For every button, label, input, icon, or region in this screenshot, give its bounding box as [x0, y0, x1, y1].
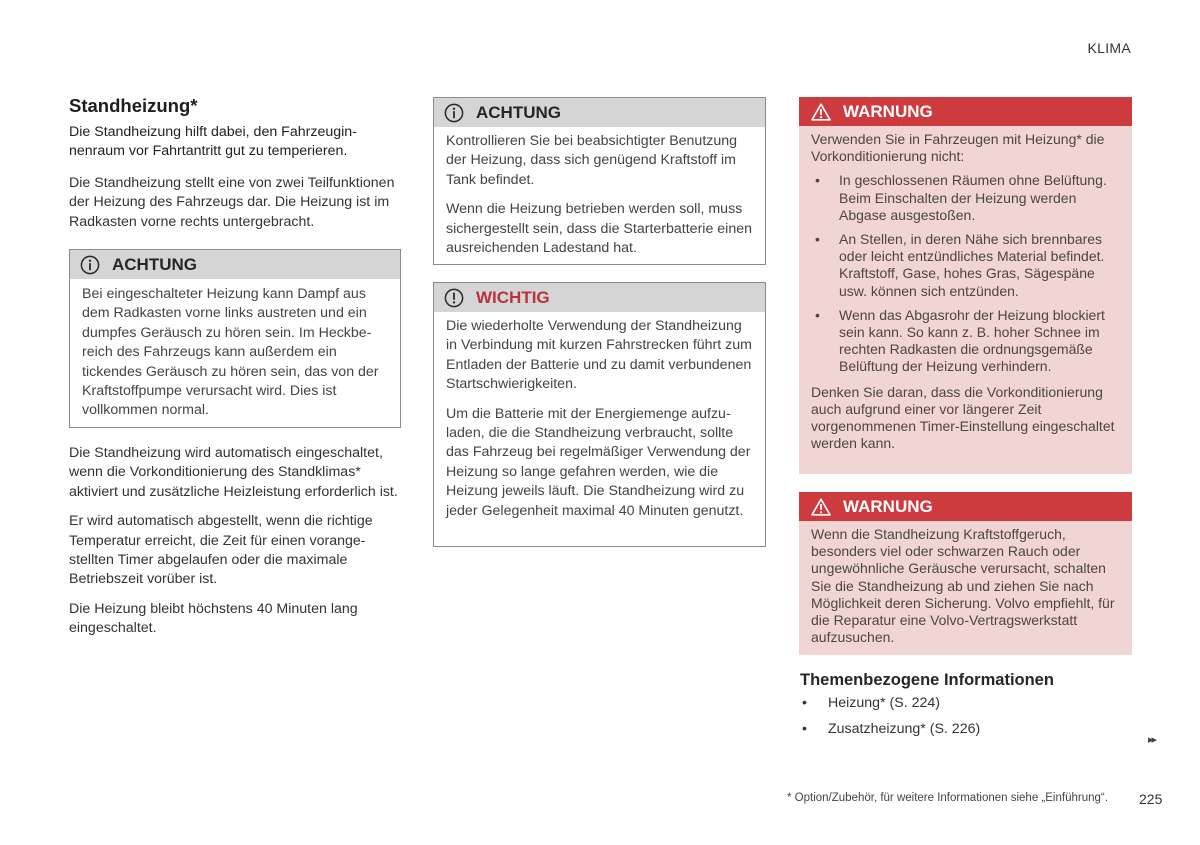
exclamation-circle-icon	[444, 288, 464, 308]
warning-label: WARNUNG	[843, 101, 933, 121]
notice-header	[70, 250, 400, 279]
related-link: • Heizung* (S. 224)	[800, 694, 1133, 713]
page-number: 225	[1139, 791, 1163, 807]
notice-label: ACHTUNG	[476, 102, 561, 122]
notice-box	[69, 249, 401, 428]
warning-outro: Denken Sie daran, dass die Vorkonditionierung auch aufgrund einer vor längerer Zeit vorgenommenen Timer-Einstellung eingeschaltet werden kann.	[811, 383, 1115, 452]
warning-intro: Verwenden Sie in Fahrzeugen mit Heizung* die Vorkonditionierung nicht:	[811, 131, 1105, 165]
body-paragraph: Die Standheizung wird automatisch eingeschaltet, wenn die Vorkonditionierung des Standklimas* aktiviert und zusätzliche Heizleistung erforderlich ist.	[69, 445, 398, 500]
page-title: Standheizung*	[69, 95, 198, 116]
warning-triangle-icon	[811, 498, 831, 516]
section-body	[69, 444, 401, 639]
related-info	[800, 671, 1133, 746]
section-intro	[69, 95, 401, 232]
body-paragraph: Die Heizung bleibt höchstens 40 Minuten lang eingeschaltet.	[69, 600, 358, 637]
footnote: * Option/Zubehör, für weitere Informationen siehe „Einführung“.	[787, 792, 1108, 804]
lead-paragraph: Die Standheizung hilft dabei, den Fahrzeuginnenraum vor Fahrtantritt gut zu temperieren.	[69, 124, 357, 160]
list-item: • Wenn das Abgasrohr der Heizung blockiert sein kann. So kann z. B. hoher Schnee im rechten Radkasten die ordnungsgemäße Belüftung der Heizung verhindern.	[811, 307, 1121, 376]
warning-triangle-icon	[811, 103, 831, 121]
next-page-arrow-icon[interactable]: ▸▸	[1148, 734, 1156, 746]
warning-list	[811, 172, 1121, 375]
warning-box	[799, 97, 1132, 474]
info-circle-icon	[80, 255, 100, 275]
notice-text: Wenn die Heizung betrieben werden soll, muss sichergestellt sein, dass die Starterbatterie einen ausreichenden Ladestand hat.	[446, 201, 752, 257]
warning-label: WARNUNG	[843, 496, 933, 516]
important-text: Um die Batterie mit der Energiemenge aufzuladen, die die Standheizung verbraucht, sollte das Fahrzeug bei regelmäßiger Verwendung der Heizung so lange gefahren werden, wie die Heizung jeweils läuft. Die Standheizung wird zu jeder Gelegenheit maximal 40 Minuten genutzt.	[446, 405, 751, 519]
body-paragraph: Die Standheizung stellt eine von zwei Teilfunktionen der Heizung des Fahrzeugs dar. Die Heizung ist im Radkasten vorne rechts untergebracht.	[69, 174, 395, 230]
notice-header	[434, 98, 765, 127]
warning-header	[799, 492, 1132, 521]
important-text: Die wiederholte Verwendung der Standheizung in Verbindung mit kurzen Fahrstrecken führt zum Entladen der Batterie und zu damit verbundenen Startschwierigkeiten.	[446, 318, 752, 393]
important-label: WICHTIG	[476, 287, 550, 307]
notice-label: ACHTUNG	[112, 254, 197, 274]
related-title: Themenbezogene Informationen	[800, 671, 1054, 689]
warning-header	[799, 97, 1132, 126]
info-circle-icon	[444, 103, 464, 123]
related-list	[800, 694, 1133, 739]
list-item: • In geschlossenen Räumen ohne Belüftung. Beim Einschalten der Heizung werden Abgase ausgestoßen.	[811, 172, 1121, 224]
warning-text: Wenn die Standheizung Kraftstoffgeruch, besonders viel oder schwarzen Rauch oder ungewöhnliche Geräusche verursacht, schalten Sie die Standheizung ab und ziehen Sie nach Möglichkeit deren Sicherung. Volvo empfiehlt, für die Reparatur eine Volvo-Vertragswerkstatt aufzusuchen.	[811, 526, 1115, 646]
body-paragraph: Er wird automatisch abgestellt, wenn die richtige Temperatur erreicht, die Zeit für einen vorangestellten Timer abgelaufen oder die maximale Betriebszeit vorüber ist.	[69, 513, 373, 588]
notice-text: Bei eingeschalteter Heizung kann Dampf aus dem Radkasten vorne links austreten und ein dumpfes Geräusch zu hören sein. Im Heckbereich des Fahrzeugs kann außerdem ein tickendes Geräusch zu hören sein, das von der Kraftstoffpumpe verursacht wird. Dies ist vollkommen normal.	[82, 286, 379, 419]
warning-box	[799, 492, 1132, 655]
important-box	[433, 282, 766, 547]
important-header	[434, 283, 765, 312]
related-link: • Zusatzheizung* (S. 226)	[800, 720, 1133, 739]
running-header: KLIMA	[1087, 40, 1131, 56]
list-item: • An Stellen, in deren Nähe sich brennbares oder leicht entzündliches Material befindet. Kraftstoff, Gase, hohes Gras, Sägespäne usw. können sich entzünden.	[811, 231, 1121, 300]
notice-text: Kontrollieren Sie bei beabsichtigter Benutzung der Heizung, dass sich genügend Kraftstoff im Tank befindet.	[446, 133, 738, 188]
notice-box	[433, 97, 766, 265]
